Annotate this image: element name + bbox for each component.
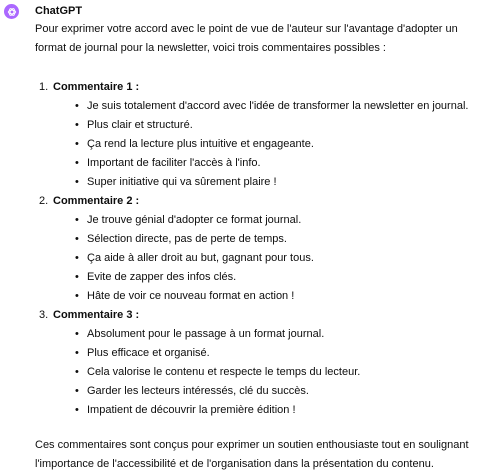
bullet-icon: •: [75, 138, 79, 150]
comment-point: [75, 363, 490, 382]
comment-title: Commentaire 2 :: [53, 195, 140, 207]
comment-number: 1.: [39, 81, 49, 93]
assistant-avatar: [4, 4, 19, 19]
intro-paragraph: Pour exprimer votre accord avec le point de vue de l'auteur sur l'avantage d'adopter un format de journal pour la newsletter, voici trois commentaires possibles :: [35, 23, 458, 54]
comment-point: [75, 287, 490, 306]
comment-point-text: Super initiative qui va sûrement plaire !: [87, 176, 277, 188]
comments-list: [35, 78, 490, 420]
comment-point: [75, 154, 490, 173]
comment-point: [75, 268, 490, 287]
comment-point-text: Sélection directe, pas de perte de temps.: [87, 233, 287, 245]
comment-point: [75, 211, 490, 230]
comment-point-text: Cela valorise le contenu et respecte le temps du lecteur.: [87, 366, 361, 378]
comment-point: [75, 344, 490, 363]
bullet-icon: •: [75, 366, 79, 378]
comment-point-text: Plus efficace et organisé.: [87, 347, 210, 359]
comment-point-text: Ça rend la lecture plus intuitive et engageante.: [87, 138, 314, 150]
comment-item: [35, 78, 490, 192]
comment-point: [75, 116, 490, 135]
message-content: [35, 20, 490, 474]
bullet-icon: •: [75, 404, 79, 416]
comment-number: 3.: [39, 309, 49, 321]
comment-point: [75, 173, 490, 192]
comment-point-text: Plus clair et structuré.: [87, 119, 193, 131]
comment-title: Commentaire 1 :: [53, 81, 140, 93]
bullet-icon: •: [75, 176, 79, 188]
comment-title: Commentaire 3 :: [53, 309, 140, 321]
comment-point: [75, 249, 490, 268]
comment-point: [75, 382, 490, 401]
bullet-icon: •: [75, 233, 79, 245]
comment-point: [75, 230, 490, 249]
comment-points-list: [53, 325, 490, 420]
bullet-icon: •: [75, 328, 79, 340]
comment-point-text: Important de faciliter l'accès à l'info.: [87, 157, 261, 169]
comment-point: [75, 401, 490, 420]
comment-point: [75, 325, 490, 344]
comment-item: [35, 306, 490, 420]
comment-point-text: Evite de zapper des infos clés.: [87, 271, 237, 283]
comment-point-text: Impatient de découvrir la première édition !: [87, 404, 296, 416]
bullet-icon: •: [75, 214, 79, 226]
comment-points-list: [53, 97, 490, 192]
comment-point-text: Garder les lecteurs intéressés, clé du succès.: [87, 385, 309, 397]
comment-point-text: Hâte de voir ce nouveau format en action !: [87, 290, 295, 302]
bullet-icon: •: [75, 119, 79, 131]
bullet-icon: •: [75, 271, 79, 283]
comment-point-text: Ça aide à aller droit au but, gagnant pour tous.: [87, 252, 314, 264]
bullet-icon: •: [75, 252, 79, 264]
outro-paragraph: Ces commentaires sont conçus pour exprimer un soutien enthousiaste tout en soulignant l'importance de l'accessibilité et de l'organisation dans la présentation du contenu.: [35, 439, 469, 470]
comment-point-text: Je suis totalement d'accord avec l'idée de transformer la newsletter en journal.: [87, 100, 469, 112]
comment-point-text: Absolument pour le passage à un format journal.: [87, 328, 325, 340]
comment-point: [75, 97, 490, 116]
bullet-icon: •: [75, 347, 79, 359]
comment-point: [75, 135, 490, 154]
comment-points-list: [53, 211, 490, 306]
message-author: ChatGPT: [35, 5, 83, 17]
bullet-icon: •: [75, 100, 79, 112]
bullet-icon: •: [75, 290, 79, 302]
bullet-icon: •: [75, 157, 79, 169]
comment-number: 2.: [39, 195, 49, 207]
comment-point-text: Je trouve génial d'adopter ce format journal.: [87, 214, 302, 226]
openai-logo-icon: [7, 7, 17, 17]
bullet-icon: •: [75, 385, 79, 397]
comment-item: [35, 192, 490, 306]
